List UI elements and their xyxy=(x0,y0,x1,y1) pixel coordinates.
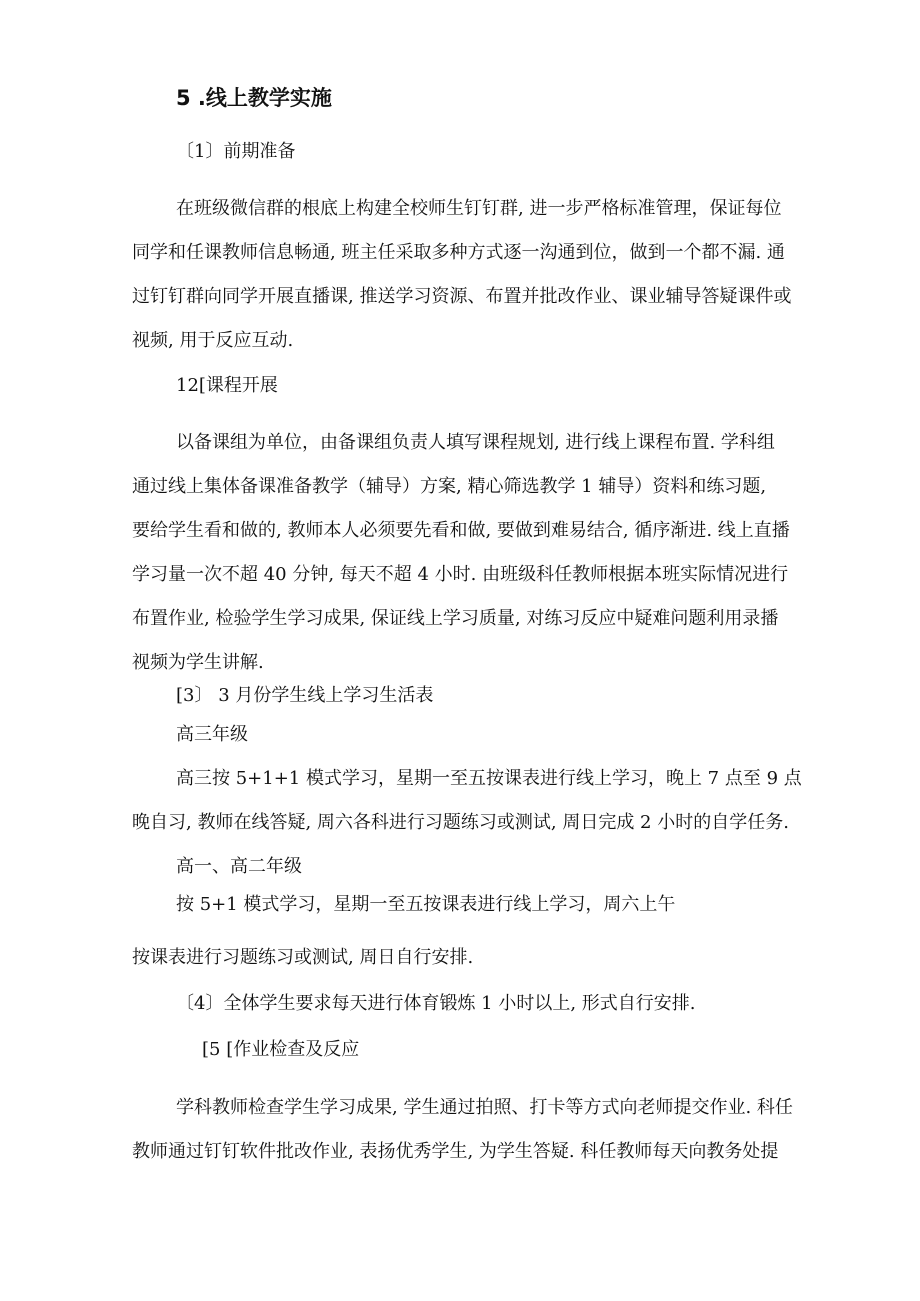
text-line-p1l1: 在班级微信群的根底上构建全校师生钉钉群, 进一步严格标准管理，保证每位 xyxy=(176,198,782,219)
text-line-g12: 高一、高二年级 xyxy=(176,856,302,877)
text-line-p2l2: 通过线上集体备课准备教学（辅导）方案, 精心筛选教学 1 辅导）资料和练习题, xyxy=(132,476,767,497)
text-line-p4l1: 按 5+1 模式学习，星期一至五按课表进行线上学习，周六上午 xyxy=(176,894,676,915)
text-line-p5l1: 学科教师检查学生学习成果, 学生通过拍照、打卡等方式向老师提交作业. 科任 xyxy=(176,1097,793,1118)
text-line-s3: [3〕 3 月份学生线上学习生活表 xyxy=(176,685,434,706)
text-line-p2l6: 视频为学生讲解. xyxy=(132,652,264,673)
text-line-s4: 〔4〕全体学生要求每天进行体育锻炼 1 小时以上, 形式自行安排. xyxy=(176,993,696,1014)
text-line-s5: [5 [作业检查及反应 xyxy=(202,1039,360,1060)
text-line-p1l2: 同学和任课教师信息畅通, 班主任采取多种方式逐一沟通到位，做到一个都不漏. 通 xyxy=(132,242,785,263)
text-line-p4l2: 按课表进行习题练习或测试, 周日自行安排. xyxy=(132,947,474,968)
text-line-p2l3: 要给学生看和做的, 教师本人必须要先看和做, 要做到难易结合, 循序渐进. 线上直播 xyxy=(132,520,790,541)
section-title: 5 .线上教学实施 xyxy=(176,86,332,110)
text-line-p5l2: 教师通过钉钉软件批改作业, 表扬优秀学生, 为学生答疑. 科任教师每天向教务处提 xyxy=(132,1141,779,1162)
text-line-p2l1: 以备课组为单位，由备课组负责人填写课程规划, 进行线上课程布置. 学科组 xyxy=(176,432,775,453)
text-line-g3: 高三年级 xyxy=(176,724,248,745)
text-line-p2l4: 学习量一次不超 40 分钟, 每天不超 4 小时. 由班级科任教师根据本班实际情况进行 xyxy=(132,564,789,585)
text-line-s1: 〔1〕前期准备 xyxy=(176,141,296,162)
text-line-p3l1: 高三按 5+1+1 模式学习，星期一至五按课表进行线上学习，晚上 7 点至 9 点 xyxy=(176,768,802,789)
text-line-p3l2: 晚自习, 教师在线答疑, 周六各科进行习题练习或测试, 周日完成 2 小时的自学任务. xyxy=(132,812,789,833)
text-line-p2l5: 布置作业, 检验学生学习成果, 保证线上学习质量, 对练习反应中疑难问题利用录播 xyxy=(132,608,779,629)
text-line-p1l3: 过钉钉群向同学开展直播课, 推送学习资源、布置并批改作业、课业辅导答疑课件或 xyxy=(132,286,792,307)
text-line-p1l4: 视频, 用于反应互动. xyxy=(132,330,294,351)
text-line-s2: 12[课程开展 xyxy=(176,375,278,396)
